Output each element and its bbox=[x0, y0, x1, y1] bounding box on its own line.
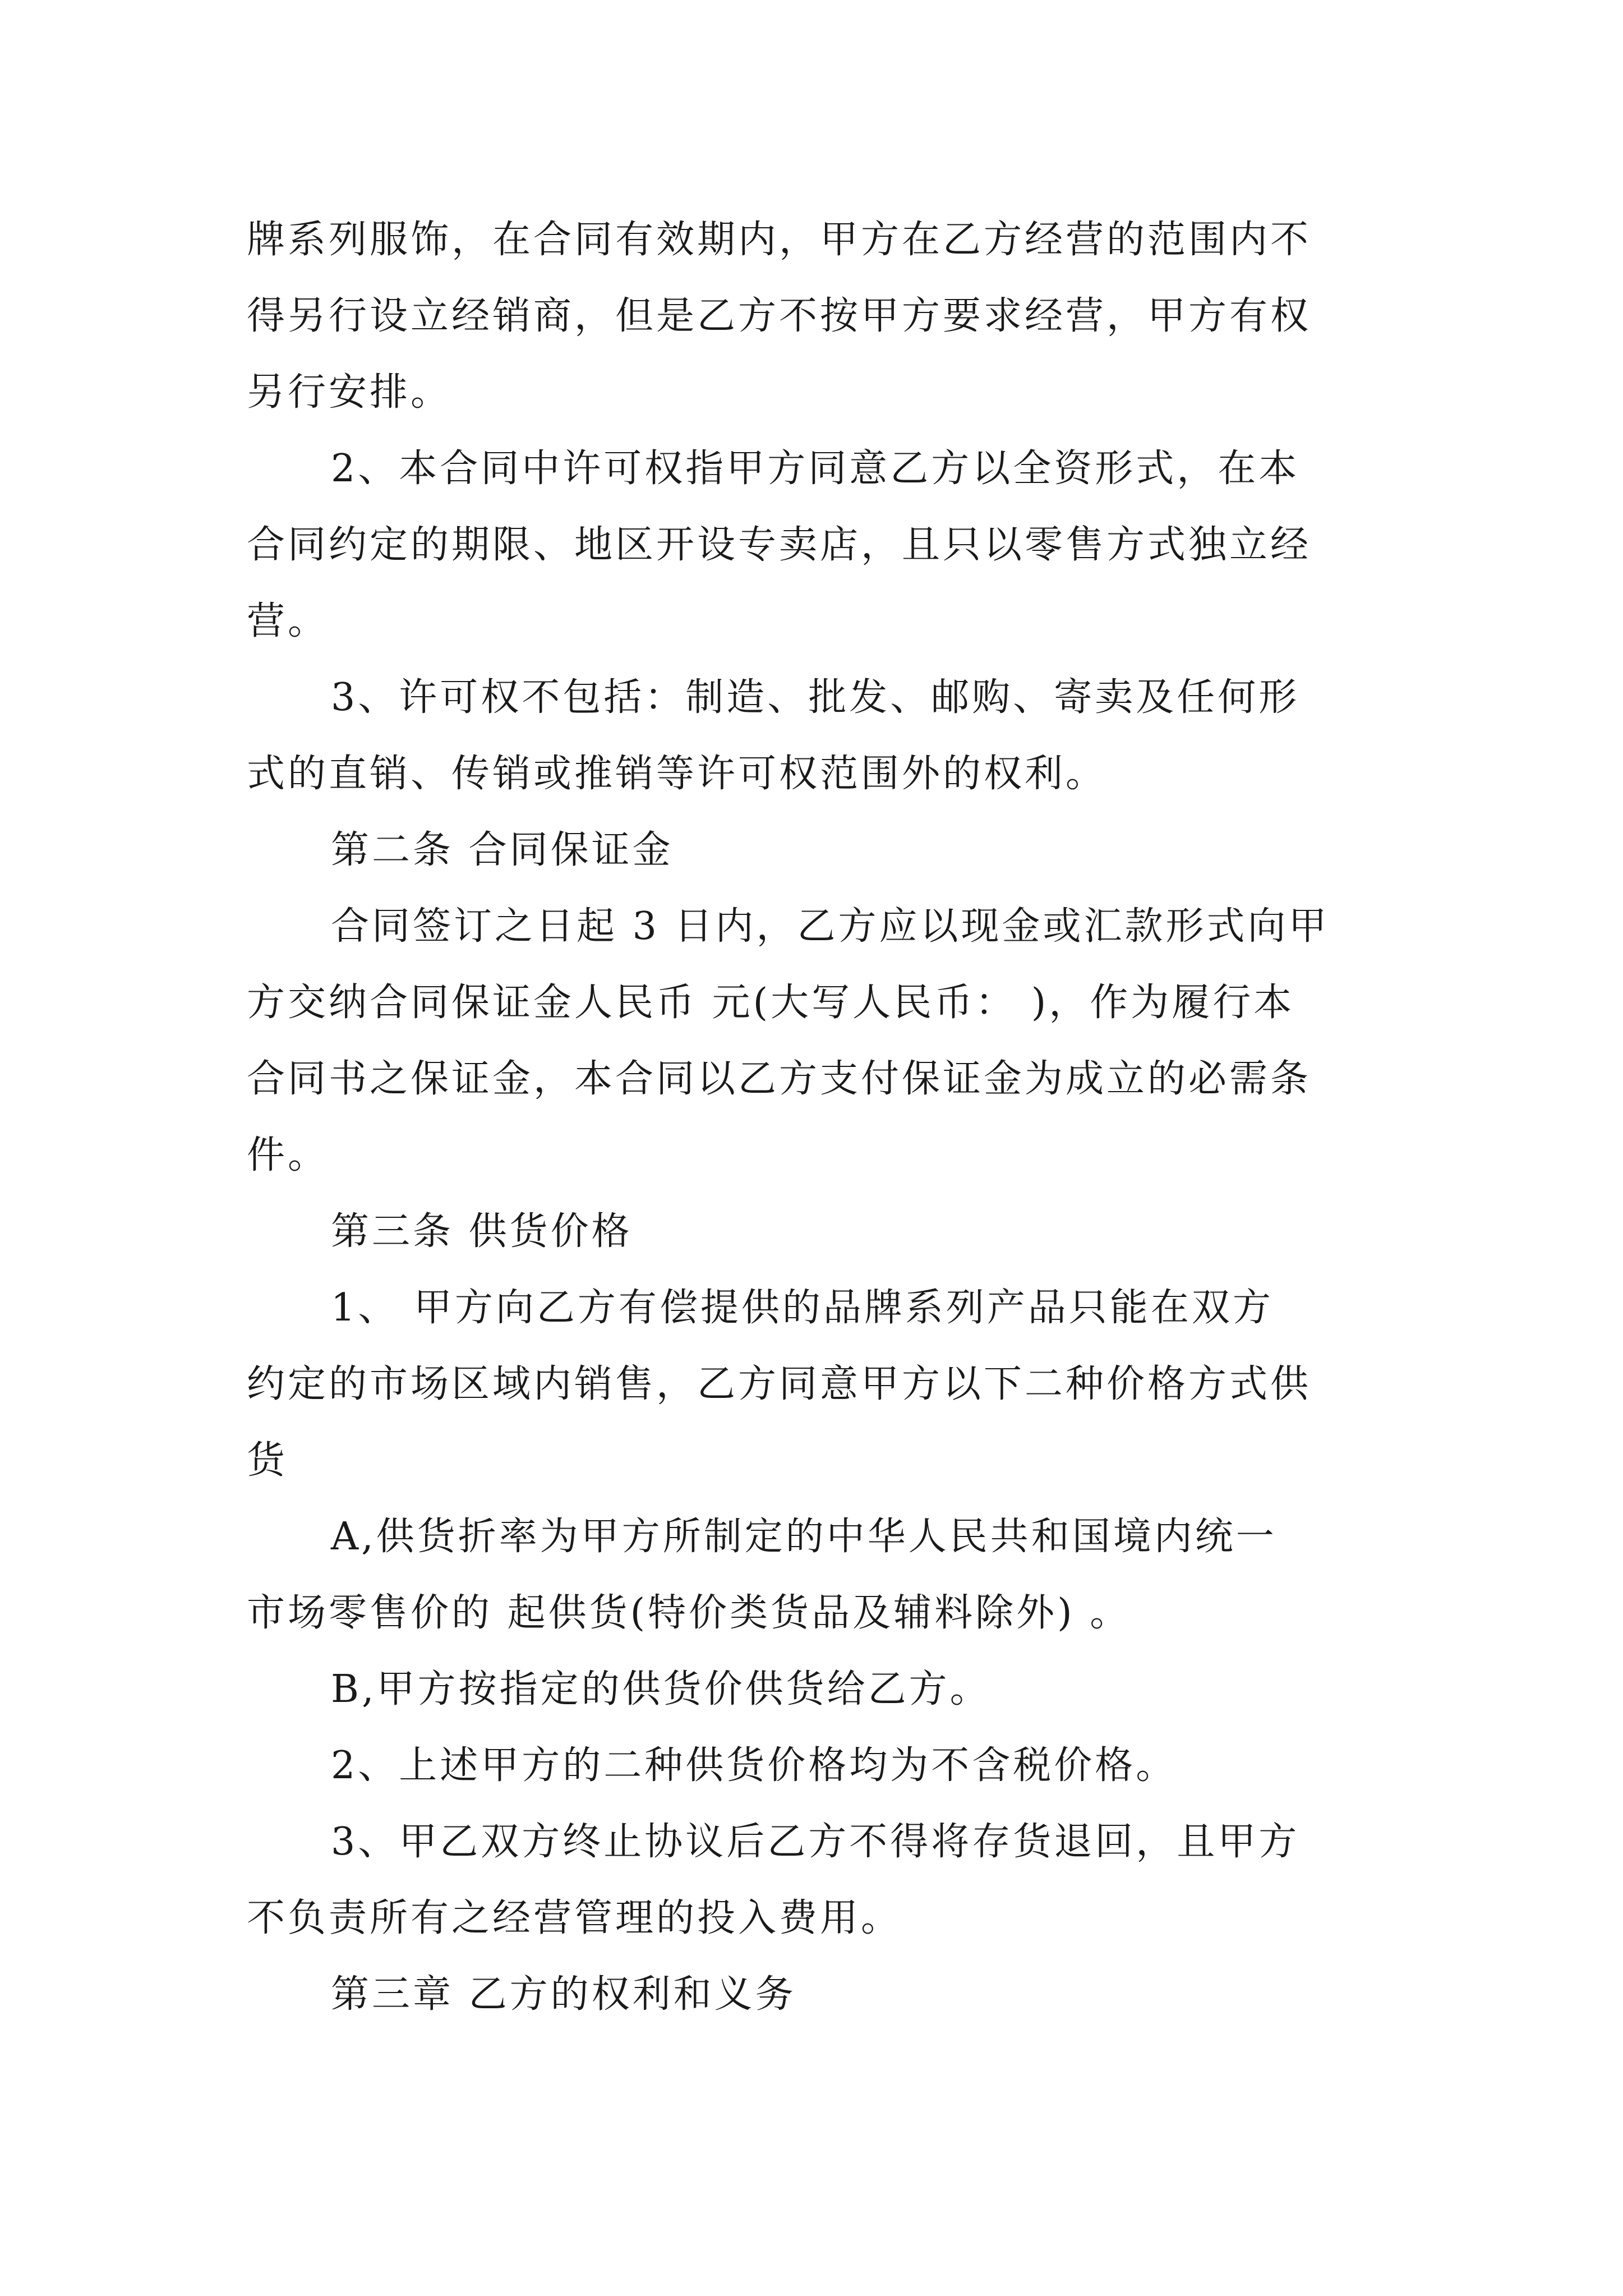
text-line: 2、本合同中许可权指甲方同意乙方以全资形式，在本 bbox=[331, 447, 1300, 491]
text-line: 合同签订之日起 3 日内，乙方应以现金或汇款形式向甲 bbox=[331, 904, 1330, 949]
text-line: 市场零售价的 起供货(特价类货品及辅料除外) 。 bbox=[247, 1591, 1131, 1635]
contract-body-text bbox=[247, 202, 1391, 2033]
chapter-heading: 第三章 乙方的权利和义务 bbox=[331, 1972, 796, 2017]
text-line: 合同约定的期限、地区开设专卖店，且只以零售方式独立经 bbox=[247, 523, 1312, 567]
text-line: 合同书之保证金，本合同以乙方支付保证金为成立的必需条 bbox=[247, 1057, 1312, 1101]
section-heading: 第三条 供货价格 bbox=[331, 1209, 633, 1254]
text-line: 牌系列服饰，在合同有效期内，甲方在乙方经营的范围内不 bbox=[247, 218, 1312, 262]
text-line: 得另行设立经销商，但是乙方不按甲方要求经营，甲方有权 bbox=[247, 294, 1312, 338]
text-line: 营。 bbox=[247, 599, 329, 643]
text-line: 3、许可权不包括：制造、批发、邮购、寄卖及任何形 bbox=[331, 675, 1300, 720]
text-line: 方交纳合同保证金人民币 元(大写人民币： )，作为履行本 bbox=[247, 981, 1295, 1025]
text-line: B,甲方按指定的供货价供货给乙方。 bbox=[331, 1667, 991, 1711]
text-line: 3、甲乙双方终止协议后乙方不得将存货退回，且甲方 bbox=[331, 1820, 1300, 1864]
text-line: 约定的市场区域内销售，乙方同意甲方以下二种价格方式供 bbox=[247, 1362, 1312, 1406]
text-line: 另行安排。 bbox=[247, 370, 452, 415]
text-line: 1、 甲方向乙方有偿提供的品牌系列产品只能在双方 bbox=[331, 1286, 1274, 1330]
text-line: 货 bbox=[247, 1438, 288, 1483]
text-line: 2、上述甲方的二种供货价格均为不含税价格。 bbox=[331, 1743, 1177, 1788]
text-line: 件。 bbox=[247, 1133, 329, 1177]
text-line: 不负责所有之经营管理的投入费用。 bbox=[247, 1896, 902, 1940]
text-line: A,供货折率为甲方所制定的中华人民共和国境内统一 bbox=[331, 1515, 1277, 1559]
section-heading: 第二条 合同保证金 bbox=[331, 828, 674, 872]
text-line: 式的直销、传销或推销等许可权范围外的权利。 bbox=[247, 752, 1107, 796]
